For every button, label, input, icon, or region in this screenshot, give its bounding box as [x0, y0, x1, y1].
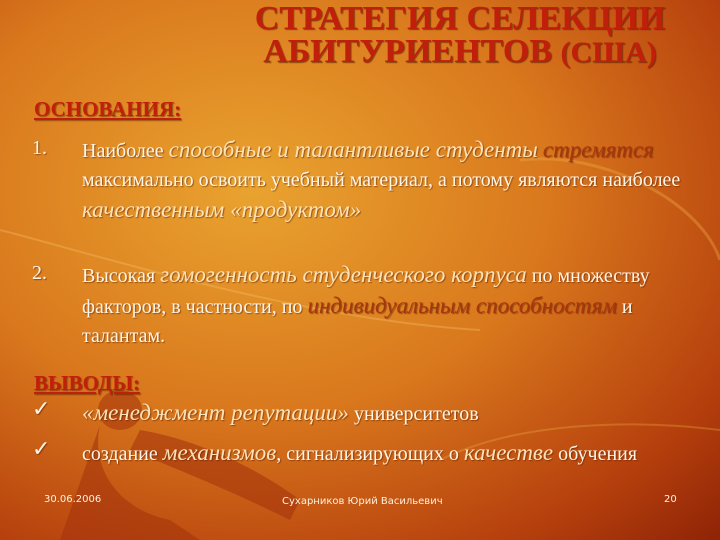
slide-title — [230, 2, 690, 69]
text-run: и талантам. — [82, 296, 633, 347]
title-line-2-suffix: (США) — [560, 36, 657, 69]
title-line-2 — [230, 35, 690, 69]
emphasis-run: «менеджмент репутации» — [82, 400, 349, 425]
item-1-text — [82, 135, 702, 226]
item-2-text — [82, 260, 702, 351]
emphasis-run: способные и талантливые студенты — [168, 137, 538, 162]
emphasis-run: стремятся — [542, 137, 654, 162]
emphasis-run: качестве — [463, 440, 554, 465]
emphasis-run: гомогенность студенческого корпуса — [160, 262, 527, 287]
conclusion-2-text — [82, 438, 702, 469]
checkmark-icon: ✓ — [32, 397, 51, 422]
emphasis-run: индивидуальным способностям — [307, 293, 617, 318]
section-basis-heading: ОСНОВАНИЯ: — [34, 97, 182, 121]
text-run: университетов — [348, 403, 479, 425]
text-run: по множеству факторов, в частности, по — [82, 265, 650, 318]
emphasis-run: механизмов — [162, 440, 277, 465]
footer-author: Сухарников Юрий Васильевич — [282, 496, 443, 507]
section-conclusions-heading: ВЫВОДЫ: — [34, 371, 140, 395]
emphasis-run: качественным «продуктом» — [82, 197, 362, 222]
text-run: создание — [82, 443, 163, 465]
text-run: , сигнализирующих о — [276, 443, 464, 465]
footer-date: 30.06.2006 — [44, 494, 102, 505]
text-run: обучения — [553, 443, 638, 465]
text-run: Наиболее — [82, 140, 169, 162]
text-run: максимально освоить учебный материал, а потому являются наиболее — [82, 169, 681, 191]
checkmark-icon: ✓ — [32, 437, 51, 462]
item-1-number: 1. — [32, 137, 47, 159]
footer-page-number: 20 — [664, 494, 677, 505]
title-line-2-main: АБИТУРИЕНТОВ — [263, 33, 553, 70]
title-line-1: СТРАТЕГИЯ СЕЛЕКЦИИ — [254, 0, 666, 37]
conclusion-1-text — [82, 398, 702, 429]
item-2-number: 2. — [32, 262, 47, 284]
text-run: Высокая — [82, 265, 161, 287]
